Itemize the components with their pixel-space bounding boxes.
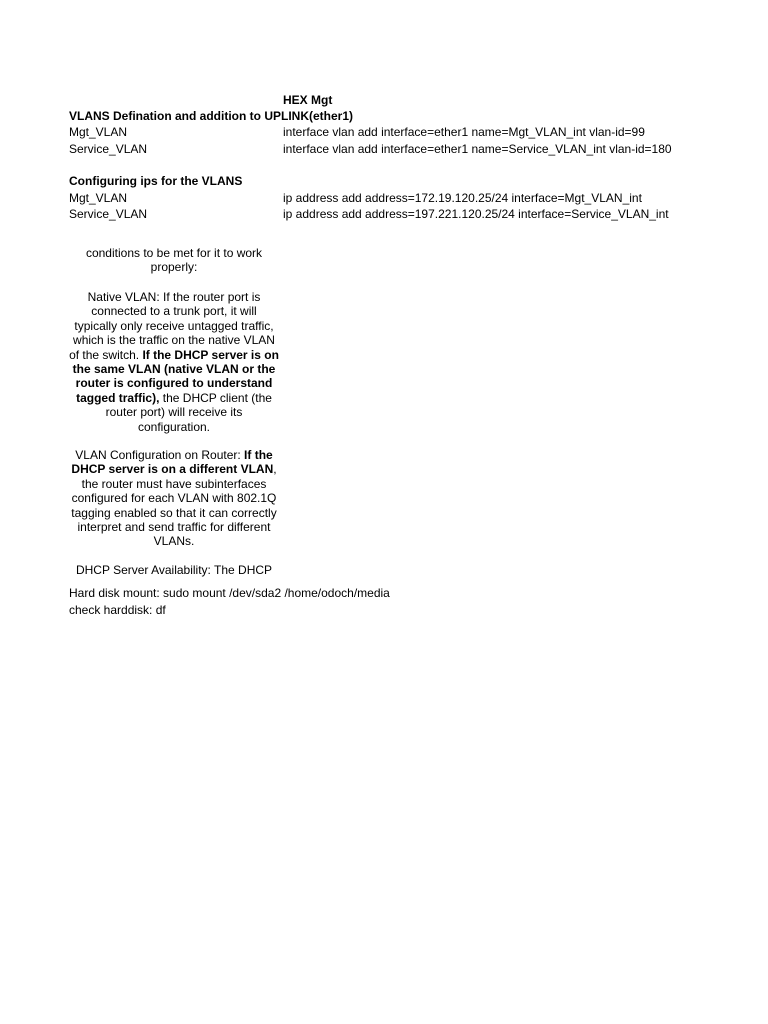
conditions-intro: conditions to be met for it to work properly: <box>85 246 263 275</box>
sheet-title: HEX Mgt <box>283 93 333 107</box>
vlan-row-label: Mgt_VLAN <box>69 125 128 139</box>
vlan-row-command: interface vlan add interface=ether1 name=Service_VLAN_int vlan-id=180 <box>283 142 672 156</box>
ip-row-command: ip address add address=197.221.120.25/24 interface=Service_VLAN_int <box>283 207 669 221</box>
vlan-config-note <box>69 448 279 549</box>
ip-row-label: Service_VLAN <box>69 207 148 221</box>
dhcp-availability-note: DHCP Server Availability: The DHCP <box>75 563 273 577</box>
ip-row-label: Mgt_VLAN <box>69 191 128 205</box>
vlan-config-bold: If the DHCP server is on a different VLAN <box>71 448 274 477</box>
ip-row-command: ip address add address=172.19.120.25/24 interface=Mgt_VLAN_int <box>283 191 642 205</box>
vlan-config-tail: , the router must have subinterfaces configured for each VLAN with 802.1Q tagging enabled so that it can correctly interpret and send traffic for different VLANs. <box>71 462 277 549</box>
native-vlan-bold: If the DHCP server is on the same VLAN (native VLAN or the router is configured to understand tagged traffic), <box>72 347 279 405</box>
native-vlan-lead: Native VLAN: If the router port is connected to a trunk port, it will typically only receive untagged traffic, which is the traffic on the native VLAN of the switch. <box>69 290 275 362</box>
vlan-definition-heading: VLANS Defination and addition to UPLINK(ether1) <box>69 109 353 123</box>
native-vlan-note <box>69 290 279 434</box>
ip-config-heading: Configuring ips for the VLANS <box>69 174 243 188</box>
harddisk-mount-line: Hard disk mount: sudo mount /dev/sda2 /home/odoch/media <box>69 586 390 600</box>
vlan-row-label: Service_VLAN <box>69 142 148 156</box>
vlan-config-lead: VLAN Configuration on Router: <box>75 448 245 462</box>
native-vlan-tail: the DHCP client (the router port) will receive its configuration. <box>105 390 272 434</box>
check-harddisk-line: check harddisk: df <box>69 603 166 617</box>
vlan-row-command: interface vlan add interface=ether1 name=Mgt_VLAN_int vlan-id=99 <box>283 125 645 139</box>
